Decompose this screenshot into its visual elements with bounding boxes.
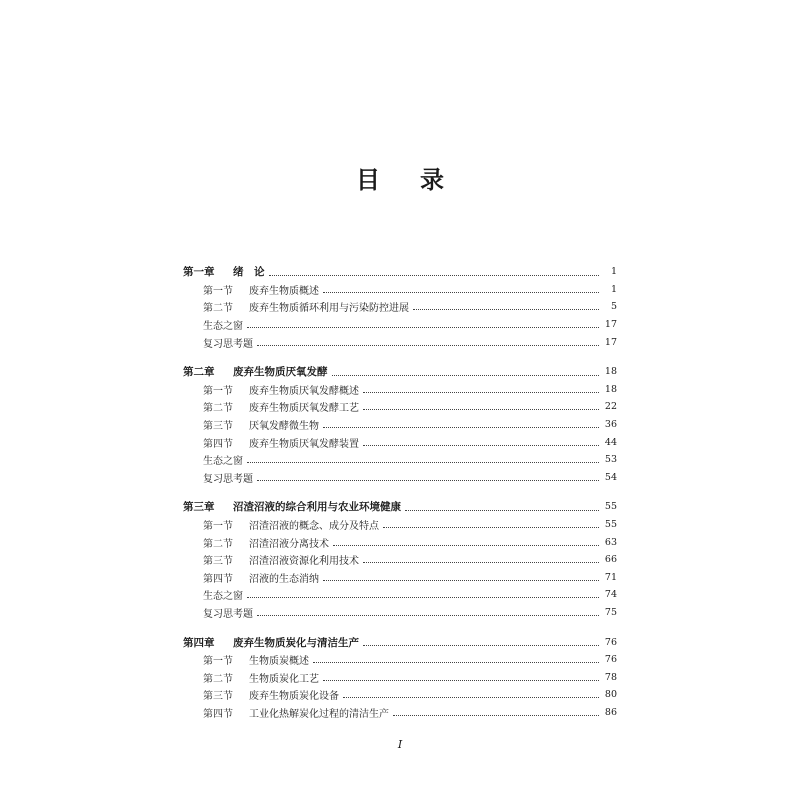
section-page: 22 [604, 401, 617, 413]
section-page: 55 [604, 519, 617, 531]
section-number: 第一节 [203, 385, 233, 397]
dot-leader [343, 687, 599, 698]
section-page: 78 [604, 671, 617, 683]
section-number: 第三节 [203, 556, 233, 568]
dot-leader [363, 435, 599, 446]
section-entry[interactable] [183, 381, 617, 399]
extra-page: 74 [604, 589, 617, 601]
chapter-block [183, 498, 617, 621]
chapter-page: 1 [610, 266, 617, 278]
dot-leader [363, 634, 599, 646]
extra-title: 生态之窗 [203, 456, 243, 468]
section-page: 71 [604, 571, 617, 583]
section-title: 沼渣沼液的概念、成分及特点 [249, 521, 379, 533]
section-title: 生物质炭概述 [249, 656, 309, 668]
chapter-title: 废弃生物质炭化与清洁生产 [233, 636, 359, 649]
section-entry[interactable] [183, 686, 617, 704]
section-page: 80 [604, 689, 617, 701]
section-number: 第四节 [203, 573, 233, 585]
chapter-number: 第二章 [183, 366, 215, 379]
section-title: 废弃生物质炭化设备 [249, 691, 339, 703]
dot-leader [363, 382, 599, 393]
extra-page: 53 [604, 454, 617, 466]
chapter-page: 55 [604, 501, 617, 513]
section-entry[interactable] [183, 433, 617, 451]
section-page: 1 [610, 283, 617, 295]
dot-leader [405, 499, 599, 511]
chapter-entry[interactable] [183, 498, 617, 516]
dot-leader [323, 670, 599, 681]
section-title: 生物质炭化工艺 [249, 673, 319, 685]
chapter-title: 沼渣沼液的综合利用与农业环境健康 [233, 501, 401, 514]
section-page: 63 [604, 536, 617, 548]
extra-title: 复习思考题 [203, 608, 253, 620]
title-char-1: 目 [356, 166, 380, 194]
section-page: 18 [604, 383, 617, 395]
chapter-entry[interactable] [183, 363, 617, 381]
section-entry[interactable] [183, 551, 617, 569]
dot-leader [323, 570, 599, 581]
table-of-contents [183, 263, 617, 733]
extra-page: 17 [604, 336, 617, 348]
section-title: 废弃生物质概述 [249, 285, 319, 297]
section-number: 第二节 [203, 303, 233, 315]
section-page: 44 [604, 436, 617, 448]
extra-title: 复习思考题 [203, 473, 253, 485]
section-number: 第四节 [203, 438, 233, 450]
section-entry[interactable] [183, 704, 617, 722]
section-entry[interactable] [183, 398, 617, 416]
section-page: 86 [604, 706, 617, 718]
extra-entry[interactable] [183, 316, 617, 334]
dot-leader [323, 282, 599, 293]
chapter-number: 第四章 [183, 636, 215, 649]
section-page: 5 [610, 301, 617, 313]
dot-leader [247, 452, 599, 463]
dot-leader [363, 552, 599, 563]
section-title: 废弃生物质循环利用与污染防控进展 [249, 303, 409, 315]
dot-leader [257, 605, 599, 616]
section-page: 36 [604, 419, 617, 431]
chapter-number: 第一章 [183, 266, 215, 279]
extra-page: 75 [604, 606, 617, 618]
chapter-page: 76 [604, 636, 617, 648]
extra-entry[interactable] [183, 469, 617, 487]
dot-leader [413, 299, 599, 310]
section-number: 第二节 [203, 673, 233, 685]
chapter-entry[interactable] [183, 633, 617, 651]
section-number: 第一节 [203, 521, 233, 533]
extra-page: 54 [604, 471, 617, 483]
section-number: 第四节 [203, 708, 233, 720]
dot-leader [269, 264, 600, 276]
dot-leader [247, 317, 599, 328]
chapter-title: 绪 论 [233, 266, 265, 279]
section-title: 废弃生物质厌氧发酵工艺 [249, 403, 359, 415]
dot-leader [332, 364, 600, 376]
chapter-block [183, 363, 617, 486]
chapter-entry[interactable] [183, 263, 617, 281]
chapter-block [183, 633, 617, 721]
chapter-block [183, 263, 617, 351]
extra-entry[interactable] [183, 604, 617, 622]
dot-leader [383, 517, 599, 528]
title-char-2: 录 [420, 166, 444, 194]
section-number: 第三节 [203, 691, 233, 703]
section-title: 沼渣沼液分离技术 [249, 538, 329, 550]
section-title: 废弃生物质厌氧发酵装置 [249, 438, 359, 450]
chapter-title: 废弃生物质厌氧发酵 [233, 366, 328, 379]
section-entry[interactable] [183, 516, 617, 534]
section-number: 第二节 [203, 538, 233, 550]
extra-title: 生态之窗 [203, 591, 243, 603]
section-page: 66 [604, 554, 617, 566]
page-number-footer: I [397, 738, 403, 751]
dot-leader [247, 587, 599, 598]
section-page: 76 [604, 654, 617, 666]
extra-entry[interactable] [183, 586, 617, 604]
section-title: 沼渣沼液资源化利用技术 [249, 556, 359, 568]
section-entry[interactable] [183, 416, 617, 434]
page-title [0, 160, 800, 195]
section-entry[interactable] [183, 533, 617, 551]
section-entry[interactable] [183, 651, 617, 669]
section-title: 厌氧发酵微生物 [249, 421, 319, 433]
extra-page: 17 [604, 319, 617, 331]
section-entry[interactable] [183, 298, 617, 316]
dot-leader [257, 470, 599, 481]
dot-leader [313, 652, 599, 663]
extra-title: 复习思考题 [203, 338, 253, 350]
section-entry[interactable] [183, 281, 617, 299]
section-title: 沼液的生态消纳 [249, 573, 319, 585]
dot-leader [333, 535, 599, 546]
extra-entry[interactable] [183, 333, 617, 351]
dot-leader [363, 399, 599, 410]
dot-leader [323, 417, 599, 428]
extra-title: 生态之窗 [203, 321, 243, 333]
section-number: 第一节 [203, 656, 233, 668]
section-entry[interactable] [183, 668, 617, 686]
section-entry[interactable] [183, 569, 617, 587]
section-title: 废弃生物质厌氧发酵概述 [249, 385, 359, 397]
section-number: 第三节 [203, 421, 233, 433]
section-number: 第一节 [203, 285, 233, 297]
section-title: 工业化热解炭化过程的清洁生产 [249, 708, 389, 720]
chapter-page: 18 [604, 366, 617, 378]
dot-leader [257, 335, 599, 346]
dot-leader [393, 705, 599, 716]
extra-entry[interactable] [183, 451, 617, 469]
chapter-number: 第三章 [183, 501, 215, 514]
section-number: 第二节 [203, 403, 233, 415]
